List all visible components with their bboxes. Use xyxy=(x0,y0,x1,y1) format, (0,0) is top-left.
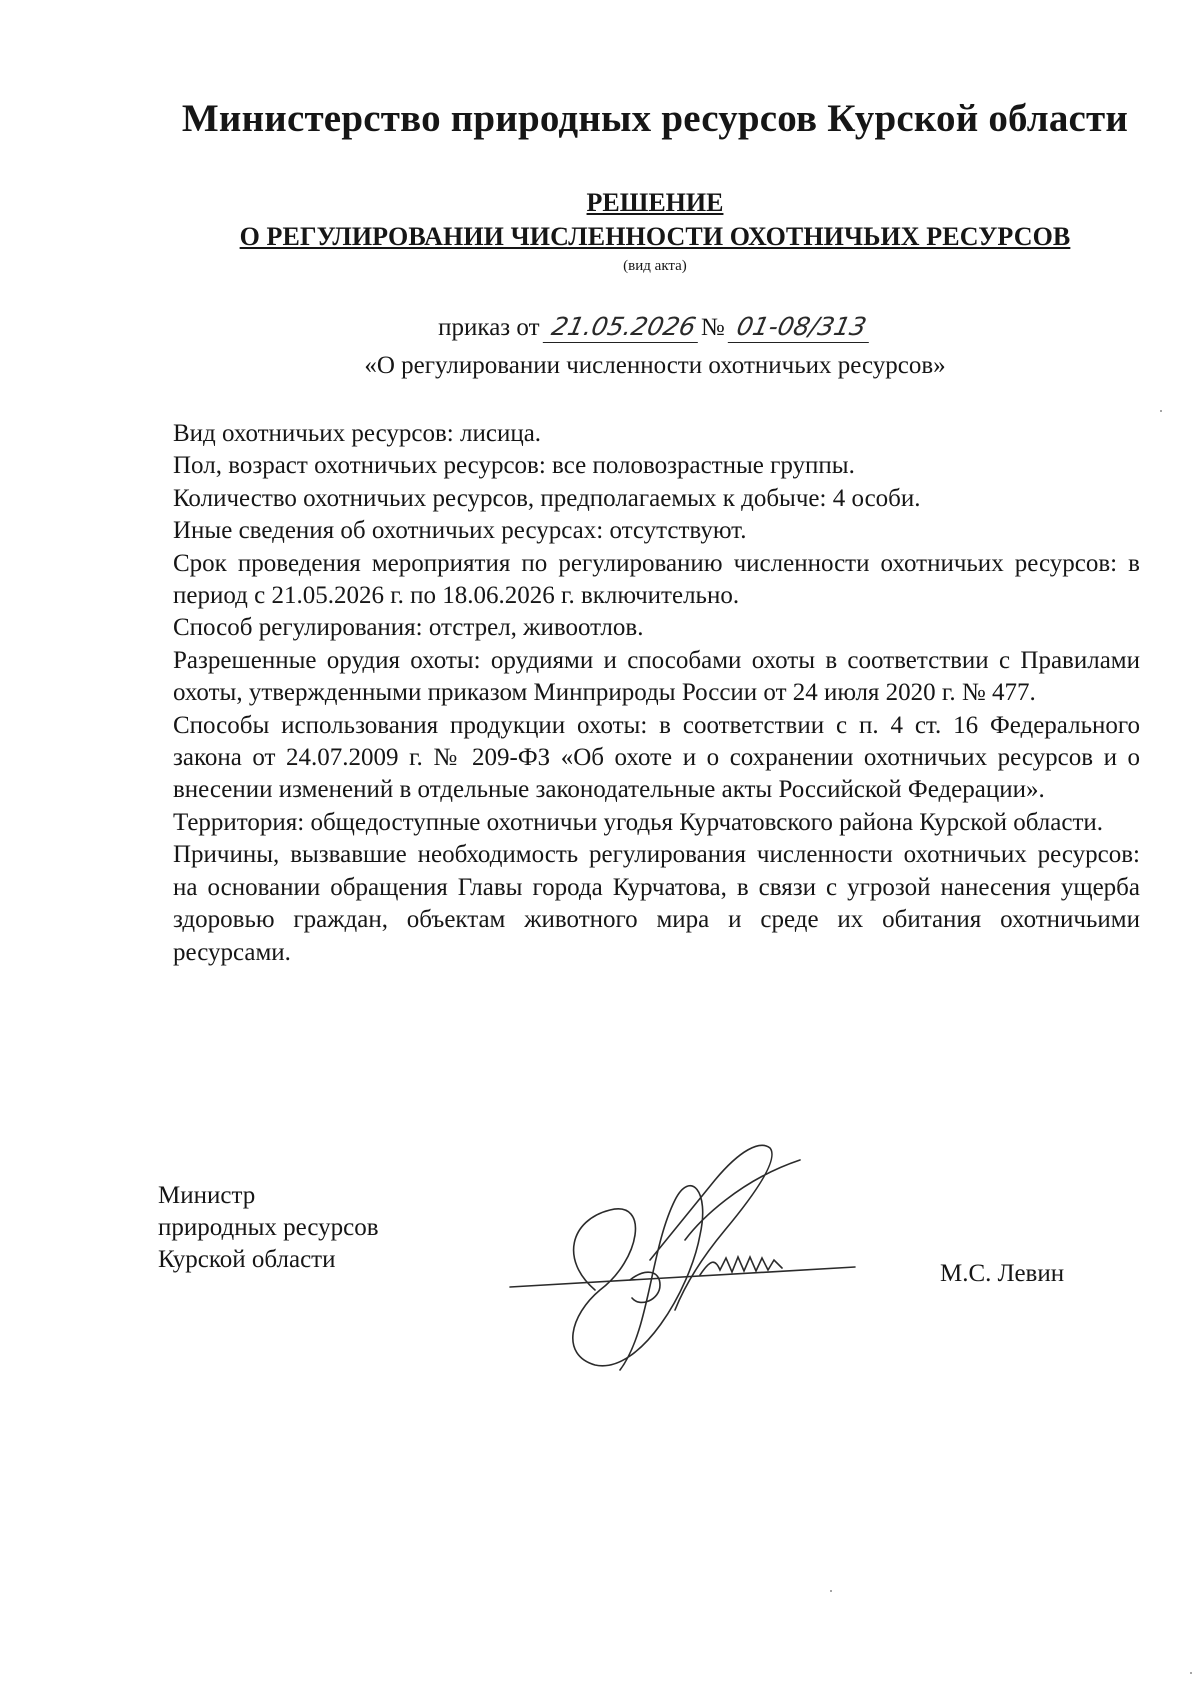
scan-speck xyxy=(830,1590,832,1592)
order-number-handwritten: 01-08/313 xyxy=(728,312,875,343)
order-number-sign: № xyxy=(700,314,725,341)
body-paragraph: Иные сведения об охотничьих ресурсах: отсутствуют. xyxy=(173,517,747,545)
decision-header xyxy=(150,186,1160,276)
decision-title: РЕШЕНИЕ xyxy=(586,188,724,217)
scan-speck xyxy=(1190,1672,1192,1674)
body-paragraph: Способы использования продукции охоты: в соответствии с п. 4 ст. 16 Федерального закона от 24.07.2009 г. № 209-ФЗ «Об охоте и о сохранении охотничьих ресурсов и о внесении изменений в отдельные законодательные акты Российской Федерации». xyxy=(173,711,1140,804)
position-line: природных ресурсов xyxy=(158,1214,379,1241)
body-paragraph: Территория: общедоступные охотничьи угодья Курчатовского района Курской области. xyxy=(173,808,1104,836)
handwritten-signature xyxy=(500,1140,880,1390)
position-line: Курской области xyxy=(158,1246,336,1273)
body-paragraph: Пол, возраст охотничьих ресурсов: все половозрастные группы. xyxy=(173,452,855,480)
body-paragraph: Причины, вызвавшие необходимость регулирования численности охотничьих ресурсов: на основании обращения Главы города Курчатова, в связи с угрозой нанесения ущерба здоровью граждан, объектам животного мира и среде их обитания охотничьими ресурсами. xyxy=(173,841,1140,966)
order-date-handwritten: 21.05.2026 xyxy=(542,312,704,343)
body-paragraph: Вид охотничьих ресурсов: лисица. xyxy=(173,420,542,447)
body-paragraph: Количество охотничьих ресурсов, предполагаемых к добыче: 4 особи. xyxy=(173,484,921,512)
organization-title: Министерство природных ресурсов Курской области xyxy=(181,97,1129,140)
body-paragraph: Способ регулирования: отстрел, живоотлов. xyxy=(173,614,644,642)
order-reference xyxy=(150,312,1160,343)
signatory-position xyxy=(158,1180,379,1276)
signer-name: М.С. Левин xyxy=(940,1260,1065,1287)
decision-body xyxy=(173,418,1140,969)
position-line: Министр xyxy=(158,1182,256,1209)
body-paragraph: Разрешенные орудия охоты: орудиями и способами охоты в соответствии с Правилами охоты, утвержденными приказом Минприроды России от 24 июля 2020 г. № 477. xyxy=(173,646,1140,707)
act-kind-caption: (вид акта) xyxy=(623,258,687,274)
decision-subject: О РЕГУЛИРОВАНИИ ЧИСЛЕННОСТИ ОХОТНИЧЬИХ РЕСУРСОВ xyxy=(239,222,1071,251)
body-paragraph: Срок проведения мероприятия по регулированию численности охотничьих ресурсов: в период с 21.05.2026 г. по 18.06.2026 г. включительно. xyxy=(173,549,1140,610)
scan-speck xyxy=(1160,410,1162,412)
order-prefix: приказ от xyxy=(438,314,540,341)
order-title: «О регулировании численности охотничьих ресурсов» xyxy=(364,352,946,379)
